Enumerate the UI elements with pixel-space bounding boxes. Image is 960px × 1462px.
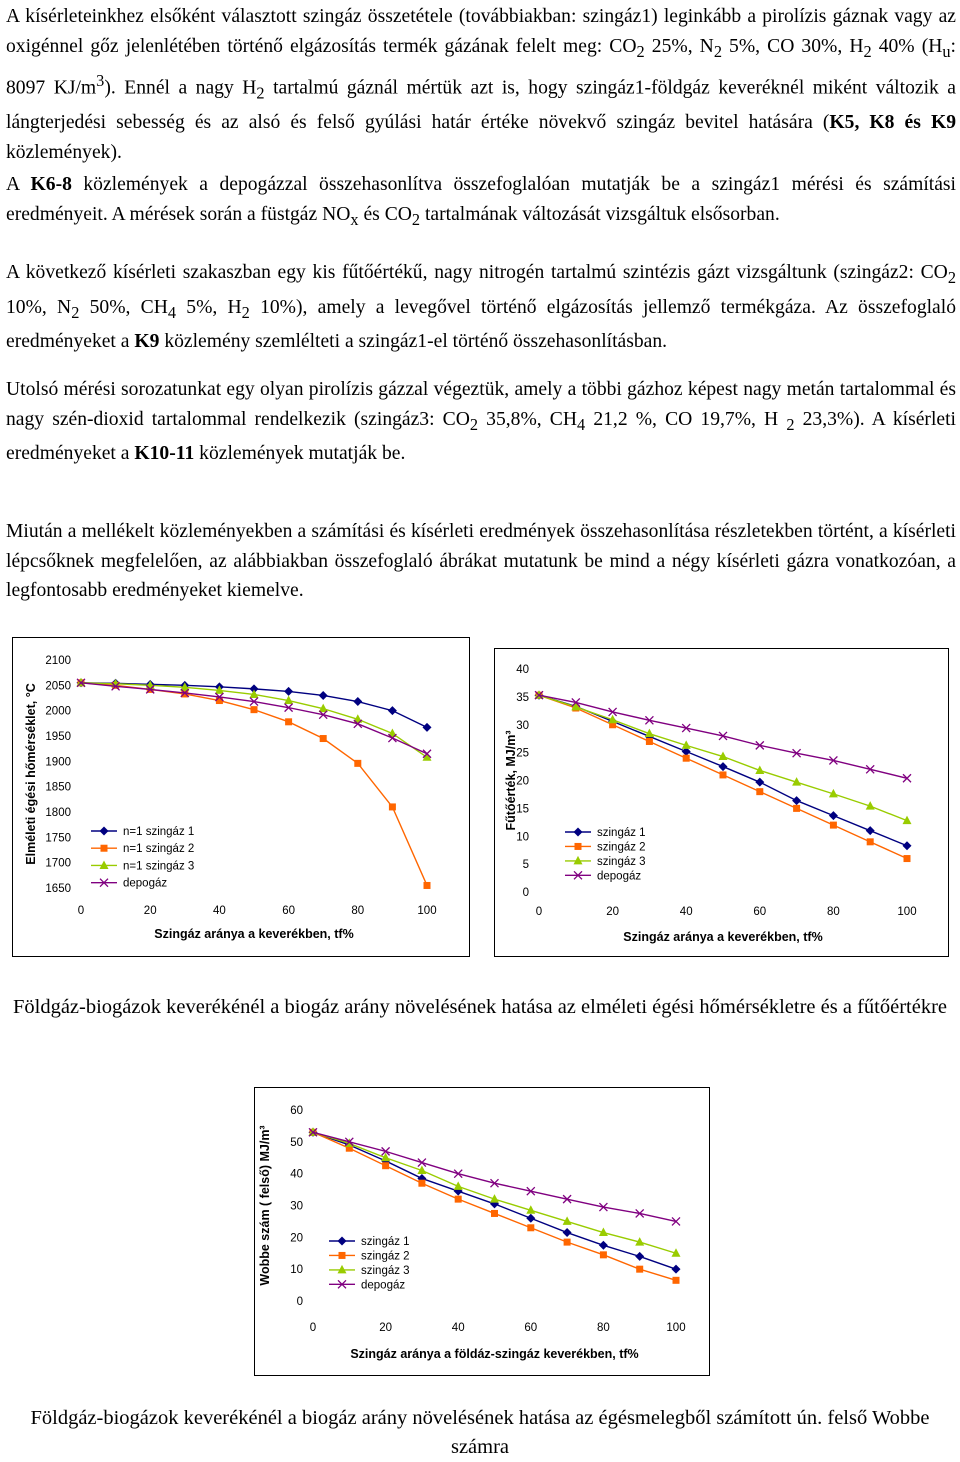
legend-marker-2: [339, 1252, 346, 1259]
y-tick-label: 40: [290, 1168, 303, 1181]
paragraph-4: Utolsó mérési sorozatunkat egy olyan pirolízis gázzal végeztük, amely a többi gázhoz képest nagy metán tartalommal és nagy szén-dioxid tartalommal rendelkezik (szingáz3: $CO_2$ 35,8%, $CH_4$ 21,2 %, CO 19,7%, H $_2$ 23,3%). A kísérleti eredményeket a K10-11 közlemények mutatják be.: [6, 379, 956, 465]
x-tick-label: 40: [679, 906, 693, 918]
legend-marker-2: [575, 843, 582, 850]
data-point-series-1: [423, 723, 432, 732]
data-point-series-2: [181, 690, 188, 697]
data-point-series-1: [563, 1228, 572, 1237]
data-point-series-1: [829, 811, 838, 820]
chart-temperature-svg: [13, 638, 469, 956]
y-tick-label: 30: [290, 1200, 303, 1213]
data-point-series-2: [600, 1251, 607, 1258]
data-point-series-2: [636, 1266, 643, 1273]
data-point-series-2: [216, 697, 223, 704]
x-tick-label: 80: [597, 1322, 610, 1334]
legend-label: szingáz 3: [361, 1264, 410, 1277]
data-point-series-1: [672, 1265, 681, 1274]
y-tick-label: 30: [516, 719, 529, 732]
data-point-series-2: [683, 755, 690, 762]
data-point-series-1: [866, 826, 875, 835]
legend-label: depogáz: [597, 870, 642, 883]
data-point-series-1: [792, 796, 801, 805]
x-axis-label: Szingáz aránya a keverékben, tf%: [623, 930, 823, 944]
x-tick-label: 60: [282, 905, 295, 917]
legend-label: szingáz 1: [361, 1236, 410, 1248]
y-tick-label: 20: [516, 775, 529, 788]
x-tick-label: 40: [213, 905, 226, 917]
data-point-series-1: [526, 1214, 535, 1223]
x-axis-label: Szingáz aránya a földáz-szingáz keverékben, tf%: [350, 1347, 639, 1361]
y-tick-label: 1750: [45, 832, 71, 845]
data-point-series-2: [527, 1224, 534, 1231]
data-point-series-2: [389, 803, 396, 810]
x-tick-label: 40: [451, 1322, 465, 1334]
chart-wobbe-svg: [255, 1088, 709, 1375]
y-tick-label: 1800: [45, 807, 71, 819]
y-tick-label: 25: [516, 747, 529, 760]
paragraph-5: Miután a mellékelt közleményekben a számítási és kísérleti eredmények összehasonlítása részletekben történt, a kísérleti lépcsőknek megfelelően, az alábbiakban összefoglaló ábrákat mutatunk be mind a négy kísérleti gázra vonatkozóan, a legfontosabb eredményeket kiemelve.: [6, 521, 956, 602]
x-tick-label: 60: [524, 1322, 538, 1334]
y-tick-label: 50: [290, 1136, 303, 1149]
legend-marker-2: [101, 845, 108, 852]
data-point-series-2: [720, 771, 727, 778]
data-point-series-2: [564, 1239, 571, 1246]
x-tick-label: 20: [143, 905, 157, 917]
chart-heating-value: [494, 648, 949, 957]
data-point-series-1: [755, 778, 764, 787]
y-tick-label: 40: [516, 664, 529, 676]
data-point-series-2: [455, 1196, 462, 1203]
data-point-series-2: [424, 882, 431, 889]
y-axis-label: Wobbe szám ( felső) MJ/m³: [258, 1125, 272, 1286]
data-point-series-1: [284, 687, 293, 696]
data-point-series-1: [599, 1241, 608, 1250]
data-point-series-2: [285, 718, 292, 725]
data-point-series-2: [904, 855, 911, 862]
y-axis-label: Elméleti égési hőmérséklet, °C: [24, 683, 38, 865]
y-tick-label: 1850: [45, 781, 71, 794]
y-tick-label: 20: [290, 1232, 303, 1245]
data-point-series-4: [418, 1159, 426, 1167]
data-point-series-2: [491, 1210, 498, 1217]
data-point-series-2: [646, 738, 653, 745]
y-tick-label: 1900: [45, 756, 71, 769]
x-tick-label: 60: [753, 906, 767, 918]
legend-label: szingáz 3: [597, 855, 646, 868]
x-tick-label: 0: [309, 1322, 317, 1334]
legend-label: n=1 szingáz 1: [123, 826, 195, 838]
legend-label: depogáz: [361, 1279, 406, 1292]
y-tick-label: 2100: [45, 655, 71, 667]
paragraph-2: A K6-8 közlemények a depogázzal összehasonlítva összefoglalóan mutatják be a szingáz1 mérési és számítási eredményeit. A mérések során a füstgáz $NO_x$ és $CO_2$ tartalmának változását vizsgáltuk elsősorban.: [6, 174, 956, 229]
y-tick-label: 2000: [45, 705, 71, 718]
y-axis-label: Fűtőérték, MJ/m³: [504, 730, 518, 831]
legend-label: szingáz 1: [597, 827, 646, 839]
x-tick-label: 100: [417, 905, 437, 917]
x-tick-label: 0: [535, 906, 543, 918]
data-point-series-2: [793, 805, 800, 812]
data-point-series-2: [867, 838, 874, 845]
x-tick-label: 100: [666, 1322, 686, 1334]
y-tick-label: 5: [522, 859, 529, 872]
y-tick-label: 1700: [45, 857, 71, 870]
x-tick-label: 20: [606, 906, 619, 918]
data-point-series-2: [320, 735, 327, 742]
x-tick-label: 0: [77, 905, 85, 917]
x-tick-label: 20: [379, 1322, 392, 1334]
y-tick-label: 0: [522, 887, 529, 899]
legend-label: szingáz 2: [361, 1250, 410, 1263]
chart-temperature: [12, 637, 470, 957]
y-tick-label: 15: [516, 803, 529, 816]
paragraph-3: A következő kísérleti szakaszban egy kis fűtőértékű, nagy nitrogén tartalmú szintézis gázt vizsgáltunk (szingáz2: $CO_2$ 10%, $N_2$ 50%, $CH_4$ 5%, $H_2$ 10%), amely a levegővel történő elgázosítás jellemző termékgáza. Az összefoglaló eredményeket a K9 közlemény szemlélteti a szingáz1-el történő összehasonlításban.: [6, 262, 956, 352]
data-point-series-2: [673, 1277, 680, 1284]
data-point-series-2: [251, 706, 258, 713]
y-tick-label: 1950: [45, 731, 71, 743]
x-axis-label: Szingáz aránya a keverékben, tf%: [154, 927, 354, 941]
x-tick-label: 100: [897, 906, 917, 918]
y-tick-label: 35: [516, 691, 529, 704]
legend-label: n=1 szingáz 2: [123, 843, 195, 856]
data-point-series-2: [354, 760, 361, 767]
y-tick-label: 60: [290, 1105, 303, 1117]
figure-caption-1: Földgáz-biogázok keverékénél a biogáz arány növelésének hatása az elméleti égési hőmérsékletre és a fűtőértékre: [12, 996, 947, 1018]
data-point-series-1: [635, 1252, 644, 1261]
data-point-series-1: [903, 841, 912, 850]
data-point-series-4: [454, 1170, 462, 1178]
legend-label: depogáz: [123, 877, 168, 890]
chart-wobbe: [254, 1087, 710, 1376]
legend-label: n=1 szingáz 3: [123, 860, 195, 873]
data-point-series-2: [382, 1162, 389, 1169]
y-tick-label: 1650: [45, 883, 71, 895]
data-point-series-2: [418, 1180, 425, 1187]
y-tick-label: 2050: [45, 680, 71, 693]
figure-caption-2: Földgáz-biogázok keverékénél a biogáz arány növelésének hatása az égésmelegből számított ún. felső Wobbe számra: [30, 1407, 930, 1458]
legend-label: szingáz 2: [597, 841, 646, 854]
data-point-series-1: [388, 706, 397, 715]
data-point-series-2: [756, 788, 763, 795]
x-tick-label: 80: [827, 906, 840, 918]
data-point-series-1: [353, 697, 362, 706]
y-tick-label: 10: [290, 1264, 303, 1277]
data-point-series-2: [830, 822, 837, 829]
chart-heating-value-svg: [495, 649, 948, 956]
x-tick-label: 80: [351, 905, 365, 917]
y-tick-label: 0: [296, 1296, 303, 1308]
y-tick-label: 10: [516, 831, 529, 844]
paragraph-1: A kísérleteinkhez elsőként választott szingáz összetétele (továbbiakban: szingáz1) leginkább a pirolízis gáznak vagy az oxigénnel gőz jelenlétében történő elgázosítás termék gázának felelt meg: $CO_2$ 25%, $N_2$ 5%, CO 30%, $H_2$ 40% ($H_u$: 8097 $KJ/m^3$). Ennél a nagy $H_2$ tartalmú gáznál mértük azt is, hogy szingáz1-földgáz keveréknél miként változik a lángterjedési sebesség és az alsó és felső gyúlási határ értéke növekvő szingáz bevitel hatására (K5, K8 és K9 közlemények).: [6, 6, 957, 163]
data-point-series-1: [719, 762, 728, 771]
data-point-series-1: [319, 691, 328, 700]
